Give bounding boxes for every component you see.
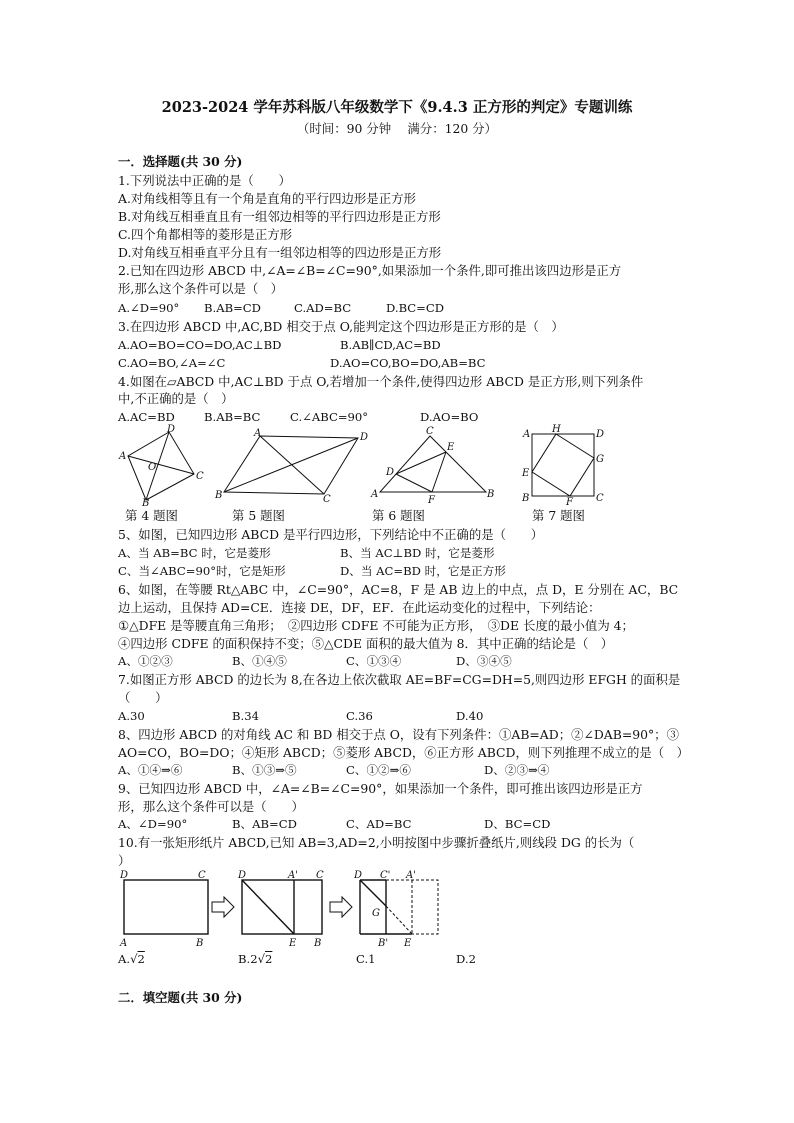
- q8-stem-line2: AO=CO，BO=DO；④矩形 ABCD；⑤菱形 ABCD，⑥正方形 ABCD，则下列推理不成立的是（ ）: [118, 745, 689, 760]
- q8-option-b: B、①③⇒⑤: [232, 763, 297, 777]
- q5-option-d: D、当 AC=BD 时，它是正方形: [340, 564, 506, 578]
- fig10-s2-label-d: D: [238, 870, 247, 881]
- fig10-s1-label-d: D: [120, 870, 129, 881]
- fig10-s3-label-g: G: [372, 908, 380, 919]
- q7-stem-line1: 7.如图正方形 ABCD 的边长为 8,在各边上依次截取 AE=BF=CG=DH=5,则四边形 EFGH 的面积是: [118, 672, 681, 687]
- section-choice-heading: 一．选择题(共 30 分): [118, 154, 243, 169]
- fig7-label-e: E: [522, 468, 530, 479]
- q3-option-a: A.AO=BO=CO=DO,AC⊥BD: [118, 338, 282, 352]
- fig10-s3-label-c1: C': [380, 870, 391, 881]
- q5-stem: 5、如图，已知四边形 ABCD 是平行四边形，下列结论中不正确的是（ ）: [118, 527, 544, 542]
- q9-stem-line2: 形，那么这个条件可以是（ ）: [118, 799, 304, 814]
- fig10-arrow-2-icon: [330, 897, 352, 917]
- fig10-s2-label-b: B: [314, 938, 322, 948]
- q2-option-a: A.∠D=90°: [118, 301, 180, 315]
- fig7-label-c: C: [596, 493, 604, 504]
- q9-option-a: A、∠D=90°: [118, 817, 188, 831]
- fig10-s3-label-a1: A': [406, 870, 416, 881]
- fig5-label-b: B: [215, 490, 223, 501]
- q1-stem: 1.下列说法中正确的是（ ）: [118, 173, 291, 188]
- q5-option-a: A、当 AB=BC 时，它是菱形: [118, 546, 271, 560]
- q2-stem-line1: 2.已知在四边形 ABCD 中,∠A=∠B=∠C=90°,如果添加一个条件,即可推出该四边形是正方: [118, 263, 622, 278]
- q6-stem-line4: ④四边形 CDFE 的面积保持不变；⑤△CDE 面积的最大值为 8．其中正确的结论是（ ）: [118, 636, 614, 651]
- fig6-label-f: F: [428, 495, 435, 504]
- q4-stem-line1: 4.如图在▱ABCD 中,AC⊥BD 于点 O,若增加一个条件,使得四边形 ABCD 是正方形,则下列条件: [118, 374, 644, 389]
- q5-option-b: B、当 AC⊥BD 时，它是菱形: [340, 546, 495, 560]
- q9-option-b: B、AB=CD: [232, 817, 297, 831]
- fig7-label-b: B: [522, 493, 530, 504]
- fig10-s3-label-d: D: [354, 870, 363, 881]
- q4-option-b: B.AB=BC: [204, 410, 261, 424]
- fig4-caption: 第 4 题图: [125, 508, 178, 523]
- q9-option-c: C、AD=BC: [346, 817, 412, 831]
- q6-stem-line1: 6、如图，在等腰 Rt△ABC 中，∠C=90°，AC=8，F 是 AB 边上的中点，点 D，E 分别在 AC，BC: [118, 582, 679, 597]
- q8-stem-line1: 8、四边形 ABCD 的对角线 AC 和 BD 相交于点 O，设有下列条件：①AB=AD；②∠DAB=90°；③: [118, 727, 679, 742]
- q7-option-a: A.30: [118, 709, 145, 723]
- fig10-s2-label-a1: A': [288, 870, 298, 881]
- fig5-label-d: D: [360, 432, 369, 443]
- figure-q6: [368, 424, 498, 504]
- q2-option-c: C.AD=BC: [294, 301, 352, 315]
- q2-option-d: D.BC=CD: [386, 301, 445, 315]
- q8-option-a: A、①④⇒⑥: [118, 763, 183, 777]
- q9-option-d: D、BC=CD: [484, 817, 551, 831]
- q10-option-d: D.2: [456, 952, 476, 966]
- q6-option-c: C、①③④: [346, 654, 402, 668]
- q10-option-a-radicand: 2: [137, 952, 145, 966]
- q6-option-b: B、①④⑤: [232, 654, 287, 668]
- fig10-s1-label-a: A: [120, 938, 128, 948]
- fig6-label-a: A: [371, 489, 379, 500]
- q10-option-b-radicand: 2: [264, 952, 273, 966]
- fig6-label-d: D: [386, 467, 395, 478]
- q3-stem: 3.在四边形 ABCD 中,AC,BD 相交于点 O,能判定这个四边形是正方形的是（ ）: [118, 319, 564, 334]
- q10-stem-line1: 10.有一张矩形纸片 ABCD,已知 AB=3,AD=2,小明按图中步骤折叠纸片,则线段 DG 的长为（: [118, 835, 635, 850]
- q3-option-b: B.AB∥CD,AC=BD: [340, 338, 441, 352]
- q4-stem-line2: 中,不正确的是（ ）: [118, 391, 234, 406]
- figure-q10: [114, 864, 454, 948]
- q10-stem-line2: ）: [118, 853, 131, 868]
- q4-option-c: C.∠ABC=90°: [290, 410, 369, 424]
- q1-option-b: B.对角线互相垂直且有一组邻边相等的平行四边形是正方形: [118, 209, 441, 224]
- fig7-label-f: F: [566, 497, 573, 506]
- fig6-label-b: B: [487, 489, 495, 500]
- q7-stem-line2: （ ）: [118, 690, 168, 705]
- fig10-s1-label-c: C: [198, 870, 206, 881]
- fig7-caption: 第 7 题图: [532, 508, 585, 523]
- q5-option-c: C、当∠ABC=90°时，它是矩形: [118, 564, 286, 578]
- fig7-label-g: G: [596, 454, 604, 465]
- fig10-arrow-1-icon: [212, 897, 234, 917]
- fig5-label-c: C: [323, 494, 331, 504]
- q6-option-d: D、③④⑤: [456, 654, 512, 668]
- fig6-caption: 第 6 题图: [372, 508, 425, 523]
- page-subtitle: （时间：90 分钟 满分：120 分）: [297, 121, 497, 136]
- q7-option-b: B.34: [232, 709, 259, 723]
- fig10-s3-label-b1: B': [378, 938, 389, 948]
- fig10-s2-label-c: C: [316, 870, 324, 881]
- q7-option-d: D.40: [456, 709, 484, 723]
- fig10-s2-label-e: E: [289, 938, 297, 948]
- fig4-label-b: B: [142, 498, 150, 506]
- q6-stem-line2: 边上运动，且保持 AD=CE．连接 DE，DF，EF．在此运动变化的过程中，下列结论：: [118, 600, 601, 615]
- q10-option-c: C.1: [356, 952, 376, 966]
- figure-q4: [114, 422, 214, 506]
- fig7-label-a: A: [523, 429, 531, 440]
- fig4-label-c: C: [196, 471, 204, 482]
- section-fill-heading: 二．填空题(共 30 分): [118, 990, 243, 1005]
- fig6-label-c: C: [426, 426, 434, 437]
- fig10-s3-label-e: E: [404, 938, 412, 948]
- q10-option-b-prefix: B.2: [238, 952, 258, 966]
- q8-option-d: D、②③⇒④: [484, 763, 550, 777]
- q4-option-a: A.AC=BD: [118, 410, 175, 424]
- fig6-label-e: E: [447, 442, 455, 453]
- q4-option-d: D.AO=BO: [420, 410, 479, 424]
- q3-option-d: D.AO=CO,BO=DO,AB=BC: [330, 356, 486, 370]
- q6-stem-line3: ①△DFE 是等腰直角三角形； ②四边形 CDFE 不可能为正方形， ③DE 长度的最小值为 4；: [118, 618, 634, 633]
- q3-option-c: C.AO=BO,∠A=∠C: [118, 356, 226, 370]
- q6-option-a: A、①②③: [118, 654, 173, 668]
- fig4-label-d: D: [167, 424, 176, 435]
- fig4-label-o: O: [148, 462, 157, 473]
- q9-stem-line1: 9、已知四边形 ABCD 中，∠A=∠B=∠C=90°，如果添加一个条件，即可推出该四边形是正方: [118, 781, 643, 796]
- q10-option-a-prefix: A.: [118, 952, 131, 966]
- q10-option-b: B.2√2: [238, 952, 273, 966]
- fig4-label-a: A: [119, 451, 127, 462]
- q1-option-d: D.对角线互相垂直平分且有一组邻边相等的四边形是正方形: [118, 245, 442, 260]
- q2-option-b: B.AB=CD: [204, 301, 261, 315]
- figure-q5: [212, 424, 372, 504]
- q1-option-a: A.对角线相等且有一个角是直角的平行四边形是正方形: [118, 191, 416, 206]
- fig7-label-h: H: [552, 424, 561, 435]
- page-title: 2023-2024 学年苏科版八年级数学下《9.4.3 正方形的判定》专题训练: [161, 99, 633, 116]
- q10-option-a: A.√2: [118, 952, 145, 966]
- fig5-caption: 第 5 题图: [232, 508, 285, 523]
- q7-option-c: C.36: [346, 709, 373, 723]
- figure-q7: [516, 422, 612, 506]
- fig7-label-d: D: [596, 429, 605, 440]
- q2-stem-line2: 形,那么这个条件可以是（ ）: [118, 281, 284, 296]
- q8-option-c: C、①②⇒⑥: [346, 763, 411, 777]
- q1-option-c: C.四个角都相等的菱形是正方形: [118, 227, 293, 242]
- fig5-label-a: A: [254, 428, 262, 439]
- fig10-s1-label-b: B: [196, 938, 204, 948]
